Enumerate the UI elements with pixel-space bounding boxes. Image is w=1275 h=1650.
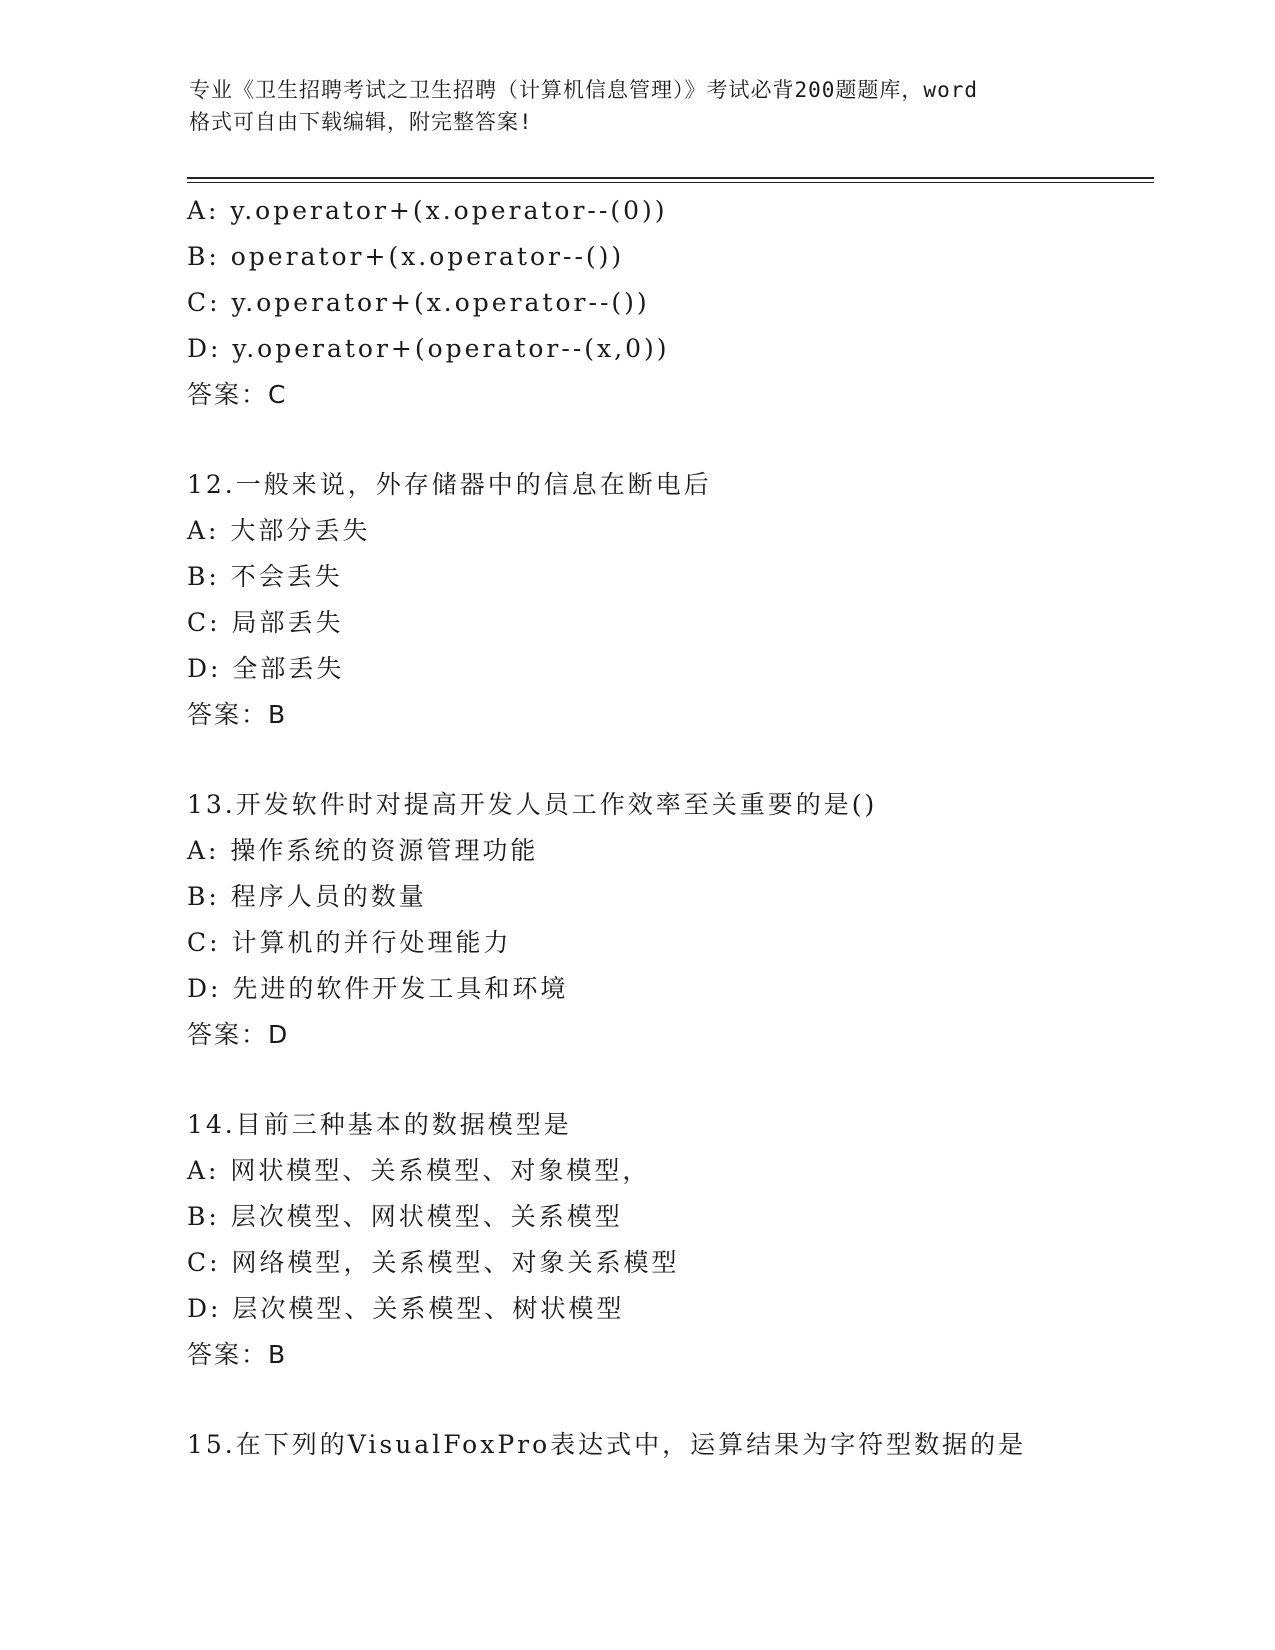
answer: 答案：B (187, 1340, 288, 1369)
question-11-continued (187, 188, 1147, 418)
question-13 (187, 782, 1147, 1058)
answer: 答案：C (187, 380, 288, 409)
question-14 (187, 1102, 1147, 1378)
option-d: D: 先进的软件开发工具和环境 (187, 974, 569, 1003)
option-b: B: operator+(x.operator--()) (187, 242, 625, 271)
option-c: C: 计算机的并行处理能力 (187, 928, 512, 957)
header-line-1: 专业《卫生招聘考试之卫生招聘（计算机信息管理）》考试必背200题题库，word (189, 78, 978, 102)
option-d: D: 层次模型、关系模型、树状模型 (187, 1294, 625, 1323)
option-b: B: 程序人员的数量 (187, 882, 427, 911)
header-line-2: 格式可自由下载编辑，附完整答案! (189, 110, 533, 134)
option-d: D: y.operator+(operator--(x,0)) (187, 334, 670, 363)
option-c: C: 局部丢失 (187, 608, 344, 637)
option-d: D: 全部丢失 (187, 654, 345, 683)
question-text: 13.开发软件时对提高开发人员工作效率至关重要的是() (187, 790, 878, 819)
option-c: C: 网络模型，关系模型、对象关系模型 (187, 1248, 680, 1277)
option-a: A: y.operator+(x.operator--(0)) (187, 196, 668, 225)
question-list (187, 188, 1147, 1468)
question-15 (187, 1422, 1147, 1468)
option-a: A: 大部分丢失 (187, 516, 371, 545)
option-a: A: 操作系统的资源管理功能 (187, 836, 539, 865)
question-12 (187, 462, 1147, 738)
question-text: 15.在下列的VisualFoxPro表达式中，运算结果为字符型数据的是 (187, 1430, 1027, 1459)
question-text: 14.目前三种基本的数据模型是 (187, 1110, 572, 1139)
option-a: A: 网状模型、关系模型、对象模型， (187, 1156, 651, 1185)
question-text: 12.一般来说，外存储器中的信息在断电后 (187, 470, 712, 499)
option-b: B: 层次模型、网状模型、关系模型 (187, 1202, 623, 1231)
answer: 答案：B (187, 700, 288, 729)
header-divider-thin (187, 182, 1154, 183)
answer: 答案：D (187, 1020, 290, 1049)
option-b: B: 不会丢失 (187, 562, 343, 591)
header-divider-thick (187, 177, 1154, 179)
document-header (189, 74, 1089, 138)
option-c: C: y.operator+(x.operator--()) (187, 288, 650, 317)
